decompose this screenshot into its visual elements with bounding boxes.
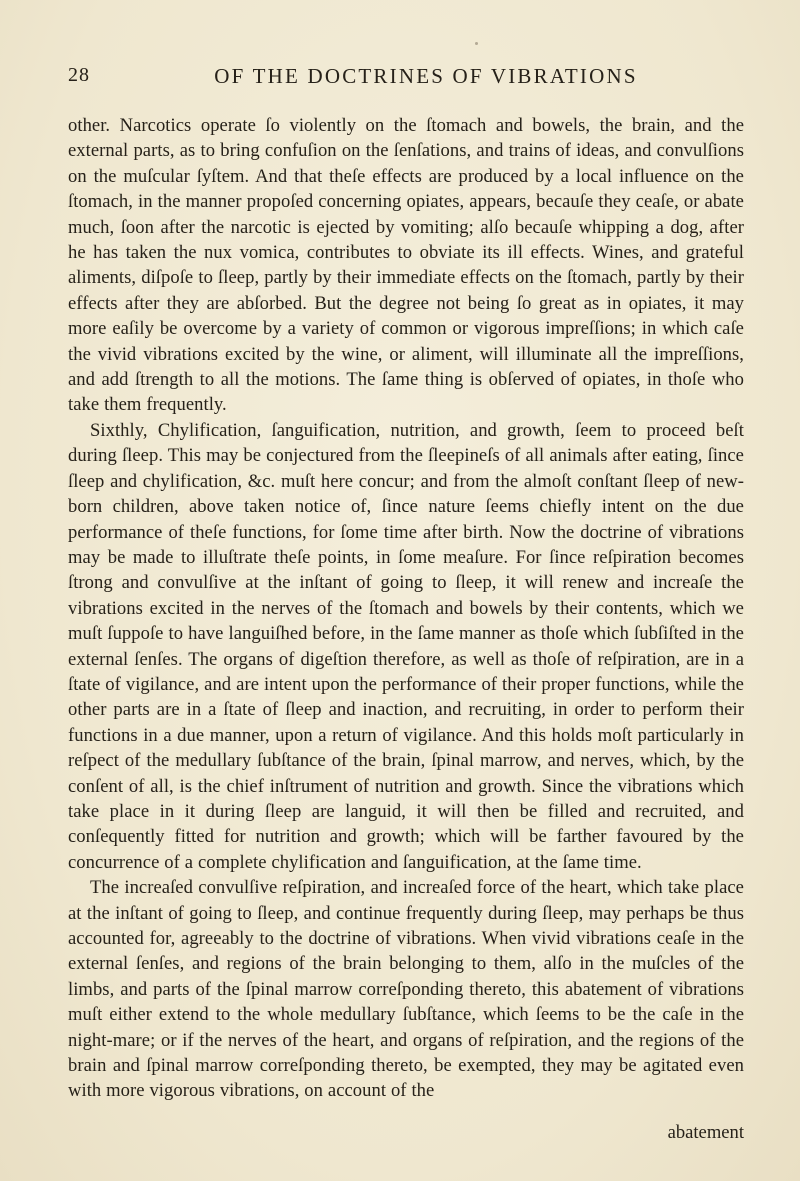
body-text [68, 113, 744, 1153]
catchword: abatement [667, 1122, 744, 1143]
paragraph-3: The increaſed convulſive reſpiration, and increaſed force of the heart, which take place at the inſtant of going to ſleep, and continue frequently during ſleep, may perhaps be thus accounted for, agreeably to the doctrine of vibrations. When vivid vibrations ceaſe in the external ſenſes, and regions of the brain belonging to them, alſo in the muſcles of the limbs, and parts of the ſpinal marrow correſponding thereto, this abatement of vibrations muſt either extend to the whole medullary ſubſtance, which ſeems to be the caſe in the night-mare; or if the nerves of the heart, and organs of reſpiration, and the regions of the brain and ſpinal marrow correſponding thereto, be exempted, they may be agitated even with more vigorous vibrations, on account of the [68, 877, 744, 1102]
page-number: 28 [68, 64, 90, 86]
running-head: OF THE DOCTRINES OF VIBRATIONS [214, 64, 638, 88]
paragraph-1: other. Narcotics operate ſo violently on the ſtomach and bowels, the brain, and the external parts, as to bring confuſion on the ſenſations, and trains of ideas, and convulſions on the muſcular ſyſtem. And that theſe effects are produced by a local influence on the ſtomach, in the manner propoſed concerning opiates, appears, becauſe they ceaſe, or abate much, ſoon after the narcotic is ejected by vomiting; alſo becauſe whipping a dog, after he has taken the nux vomica, contributes to obviate its ill effects. Wines, and grateful aliments, diſpoſe to ſleep, partly by their immediate effects on the ſtomach, partly by their effects after they are abſorbed. But the degree not being ſo great as in opiates, it may more eaſily be overcome by a variety of common or vigorous impreſſions; in which caſe the vivid vibrations excited by the wine, or aliment, will illuminate all the impreſſions, and add ſtrength to all the motions. The ſame thing is obſerved of opiates, in thoſe who take them frequently. [68, 115, 744, 416]
ink-speck [475, 42, 478, 45]
page-header [68, 64, 744, 94]
paragraph-2: Sixthly, Chylification, ſanguification, nutrition, and growth, ſeem to proceed beſt during ſleep. This may be conjectured from the ſleepineſs of all animals after eating, ſince ſleep and chylification, &c. muſt here concur; and from the almoſt conſtant ſleep of new-born children, above taken notice of, ſince nature ſeems chiefly intent on the due performance of theſe functions, for ſome time after birth. Now the doctrine of vibrations may be made to illuſtrate theſe points, in ſome meaſure. For ſince reſpiration becomes ſtrong and convulſive at the inſtant of going to ſleep, it will renew and increaſe the vibrations excited in the nerves of the ſtomach and bowels by their contents, which we muſt ſuppoſe to have languiſhed before, in the ſame manner as thoſe which ſubſiſted in the external ſenſes. The organs of digeſtion therefore, as well as thoſe of reſpiration, are in a ſtate of vigilance, and are intent upon the performance of their proper functions, while the other parts are in a ſtate of ſleep and inaction, and recruiting, in order to perform their functions in a due manner, upon a return of vigilance. And this holds moſt particularly in reſpect of the medullary ſubſtance of the brain, ſpinal marrow, and nerves, which, by the conſent of all, is the chief inſtrument of nutrition and growth. Since the vibrations which take place in it during ſleep are languid, it will then be filled and recruited, and conſequently fitted for nutrition and growth; which will be farther favoured by the concurrence of a complete chylification and ſanguification, at the ſame time. [68, 419, 744, 873]
